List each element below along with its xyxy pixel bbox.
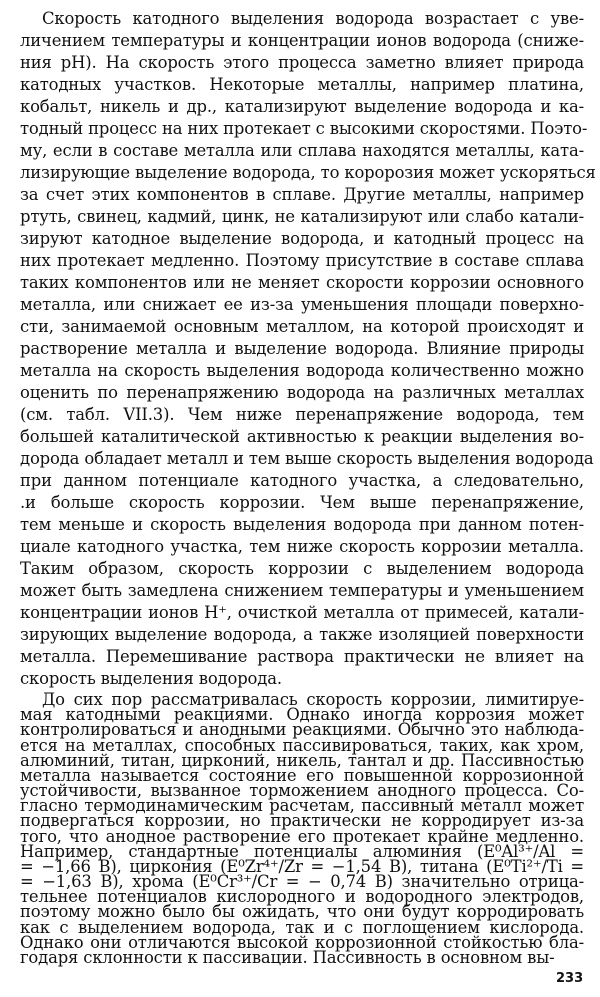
text-line: циале катодного участка, тем ниже скорость коррозии металла. xyxy=(20,537,584,556)
text-line: Например, стандартные потенциалы алюминия (E⁰Al³⁺/Al = xyxy=(20,841,584,861)
text-line: зирующих выделение водорода, а также изоляцией поверхности xyxy=(20,625,584,644)
text-line: дорода обладает металл и тем выше скорость выделения водорода xyxy=(20,449,594,468)
text-line: подвергаться коррозии, но практически не корродирует из-за xyxy=(20,811,584,831)
text-line: (см. табл. VII.3). Чем ниже перенапряжение водорода, тем xyxy=(20,405,584,424)
text-line: устойчивости, вызванное торможением анодного процесса. Со- xyxy=(20,781,584,800)
text-line: личением температуры и концентрации ионов водорода (сниже- xyxy=(20,31,584,50)
text-line: .и больше скорость коррозии. Чем выше перенапряжение, xyxy=(20,493,584,512)
text-line: ртуть, свинец, кадмий, цинк, не катализируют или слабо катали- xyxy=(20,207,584,226)
text-line: сти, занимаемой основным металлом, на которой происходят и xyxy=(20,317,584,336)
text-line: оценить по перенапряжению водорода на различных металлах xyxy=(20,383,584,402)
text-line: тем меньше и скорость выделения водорода при данном потен- xyxy=(20,515,584,534)
text-line: тельнее потенциалов кислородного и водородного электродов, xyxy=(20,887,584,907)
text-line: До сих пор рассматривалась скорость коррозии, лимитируе- xyxy=(42,690,584,709)
text-line: гласно термодинамическим расчетам, пассивный металл может xyxy=(20,796,584,816)
text-line: = −1,63 В), хрома (E⁰Cr³⁺/Cr = − 0,74 В) значительно отрица- xyxy=(20,872,584,891)
text-line: металла, или снижает ее из-за уменьшения площади поверхно- xyxy=(20,295,584,314)
text-line: металла на скорость выделения водорода количественно можно xyxy=(20,361,584,380)
text-line: Однако они отличаются высокой коррозионной стойкостью бла- xyxy=(20,932,584,952)
text-line: при данном потенциале катодного участка, а следовательно, xyxy=(20,471,584,490)
text-line: лизирующие выделение водорода, то коророзия может ускоряться xyxy=(20,163,596,182)
text-line: концентрации ионов H⁺, очисткой металла от примесей, катали- xyxy=(20,603,584,622)
text-line: как с выделением водорода, так и с поглощением кислорода. xyxy=(20,917,584,937)
text-line: Скорость катодного выделения водорода возрастает с уве- xyxy=(42,9,584,28)
text-line: металла называется состояние его повышенной коррозионной xyxy=(20,765,584,785)
text-line: тодный процесс на них протекает с высокими скоростями. Поэто- xyxy=(20,119,588,138)
text-line: катодных участков. Некоторые металлы, например платина, xyxy=(20,75,584,94)
text-line: них протекает медленно. Поэтому присутствие в составе сплава xyxy=(20,251,584,270)
text-line: таких компонентов или не меняет скорости коррозии основного xyxy=(20,273,584,292)
text-line: алюминий, титан, цирконий, никель, тантал и др. Пассивностью xyxy=(20,750,584,770)
text-line: мая катодными реакциями. Однако иногда коррозия может xyxy=(20,705,584,725)
text-line: кобальт, никель и др., катализируют выделение водорода и ка- xyxy=(20,97,584,116)
text-line: скорость выделения водорода. xyxy=(20,669,282,688)
page-number: 233 xyxy=(556,971,584,986)
text-line: за счет этих компонентов в сплаве. Другие металлы, например xyxy=(20,185,584,204)
text-line: Таким образом, скорость коррозии с выделением водорода xyxy=(20,559,584,578)
text-line: того, что анодное растворение его протекает крайне медленно. xyxy=(20,826,584,846)
text-line: растворение металла и выделение водорода. Влияние природы xyxy=(20,339,584,358)
text-line: металла. Перемешивание раствора практически не влияет на xyxy=(20,647,584,666)
text-line: контролироваться и анодными реакциями. Обычно это наблюда- xyxy=(20,720,584,740)
text-line: может быть замедлена снижением температуры и уменьшением xyxy=(20,581,584,600)
text-line: поэтому можно было бы ожидать, что они будут корродировать xyxy=(20,902,584,922)
text-line: большей каталитической активностью к реакции выделения во- xyxy=(20,427,584,446)
text-line: ния pH). На скорость этого процесса заметно влияет природа xyxy=(20,53,584,72)
text-line: = −1,66 В), циркония (E⁰Zr⁴⁺/Zr = −1,54 В), титана (E⁰Ti²⁺/Ti = xyxy=(20,856,584,876)
text-line: годаря склонности к пассивации. Пассивность в основном вы- xyxy=(20,947,555,967)
text-line: зируют катодное выделение водорода, и катодный процесс на xyxy=(20,229,584,248)
text-line: му, если в составе металла или сплава находятся металлы, ката- xyxy=(20,141,584,160)
text-line: ется на металлах, способных пассивироваться, таких, как хром, xyxy=(20,735,584,755)
